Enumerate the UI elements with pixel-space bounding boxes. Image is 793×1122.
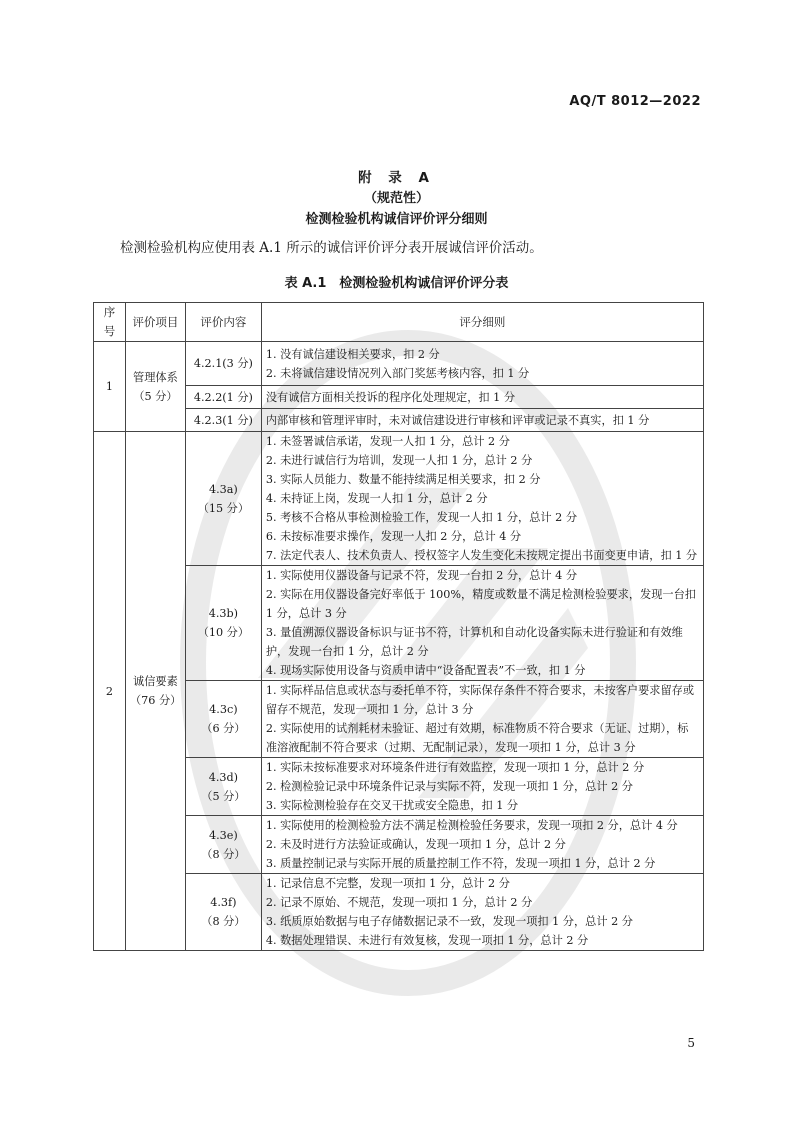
detail-line: 3. 纸质原始数据与电子存储数据记录不一致，发现一项扣 1 分，总计 2 分 [265, 915, 633, 928]
detail-line: 2. 检测检验记录中环境条件记录与实际不符，发现一项扣 1 分，总计 2 分 [265, 780, 633, 793]
table-row [94, 409, 704, 432]
row-details [261, 386, 703, 409]
row-content: 4.2.2(1 分) [185, 386, 261, 409]
detail-line: 4. 未持证上岗，发现一人扣 1 分，总计 2 分 [265, 492, 488, 505]
detail-line: 3. 实际人员能力、数量不能持续满足相关要求，扣 2 分 [265, 473, 541, 486]
row-item [125, 342, 185, 432]
row-content [185, 681, 261, 758]
item-score: （76 分） [129, 694, 182, 707]
content-score: （15 分） [197, 501, 250, 515]
row-content: 4.2.1(3 分) [185, 342, 261, 386]
row-content [185, 816, 261, 874]
detail-line: 7. 法定代表人、技术负责人、授权签字人发生变化未按规定提出书面变更申请，扣 1 分 [265, 549, 698, 562]
content-score: （5 分） [201, 789, 246, 803]
detail-line: 2. 实际在用仪器设备完好率低于 100%，精度或数量不满足检测检验要求，发现一台扣 1 分，总计 3 分 [265, 588, 696, 620]
table-caption: 表 A.1 检测检验机构诚信评价评分表 [284, 276, 509, 291]
row-details [261, 566, 703, 681]
content-score: （8 分） [201, 847, 246, 861]
appendix-title: 附 录 A [358, 170, 435, 186]
content-code: 4.3f) [210, 896, 237, 909]
table-row [94, 758, 704, 816]
detail-line: 2. 未及时进行方法验证或确认，发现一项扣 1 分，总计 2 分 [265, 838, 566, 851]
table-row [94, 816, 704, 874]
row-content: 4.2.3(1 分) [185, 409, 261, 432]
header-item: 评价项目 [125, 303, 185, 342]
detail-line: 6. 未按标准要求操作，发现一人扣 2 分，总计 4 分 [265, 530, 522, 543]
table-header-row [94, 303, 704, 342]
detail-line: 没有诚信方面相关投诉的程序化处理规定，扣 1 分 [265, 390, 516, 404]
row-details [261, 758, 703, 816]
appendix-subtitle: 检测检验机构诚信评价评分细则 [305, 212, 488, 227]
content-code: 4.3b) [208, 607, 239, 620]
row-no: 1 [94, 342, 126, 432]
detail-line: 内部审核和管理评审时，未对诚信建设进行审核和评审或记录不真实，扣 1 分 [265, 413, 650, 427]
appendix-nature: （规范性） [363, 191, 429, 206]
content-score: （6 分） [201, 722, 246, 735]
table-row [94, 874, 704, 951]
row-content [185, 758, 261, 816]
detail-line: 1. 未签署诚信承诺，发现一人扣 1 分，总计 2 分 [265, 435, 510, 448]
row-details [261, 681, 703, 758]
page-number: 5 [687, 1036, 695, 1050]
content-code: 4.3a) [208, 482, 238, 496]
detail-line: 1. 实际使用的检测检验方法不满足检测检验任务要求，发现一项扣 2 分，总计 4 分 [265, 819, 678, 832]
detail-line: 2. 未进行诚信行为培训，发现一人扣 1 分，总计 2 分 [265, 454, 533, 467]
detail-line: 1. 实际未按标准要求对环境条件进行有效监控，发现一项扣 1 分，总计 2 分 [265, 761, 645, 774]
header-details: 评分细则 [261, 303, 703, 342]
row-details [261, 432, 703, 566]
item-name: 管理体系 [133, 370, 178, 384]
content-code: 4.3c) [209, 703, 238, 716]
intro-paragraph: 检测检验机构应使用表 A.1 所示的诚信评价评分表开展诚信评价活动。 [120, 240, 543, 256]
detail-line: 1. 记录信息不完整，发现一项扣 1 分，总计 2 分 [265, 877, 510, 890]
row-details [261, 342, 703, 386]
table-row [94, 432, 704, 566]
row-content [185, 432, 261, 566]
header-no: 序号 [94, 303, 126, 342]
row-details [261, 409, 703, 432]
table-row [94, 681, 704, 758]
detail-line: 1. 实际使用仪器设备与记录不符，发现一台扣 2 分，总计 4 分 [265, 569, 578, 582]
item-score: （5 分） [133, 389, 178, 403]
detail-line: 3. 量值溯源仪器设备标识与证书不符，计算机和自动化设备实际未进行验证和有效维护，发现一台扣 1 分，总计 2 分 [265, 626, 683, 658]
standard-code: AQ/T 8012—2022 [569, 94, 701, 109]
item-name: 诚信要素 [133, 675, 178, 688]
table-row [94, 566, 704, 681]
table-row [94, 386, 704, 409]
content-code: 4.3e) [208, 828, 238, 842]
detail-line: 5. 考核不合格从事检测检验工作，发现一人扣 1 分，总计 2 分 [265, 511, 578, 524]
row-details [261, 816, 703, 874]
content-score: （8 分） [201, 915, 246, 928]
detail-line: 3. 实际检测检验存在交叉干扰或安全隐患，扣 1 分 [265, 799, 519, 812]
row-item [125, 432, 185, 951]
detail-line: 1. 没有诚信建设相关要求，扣 2 分 [265, 347, 440, 361]
detail-line: 4. 数据处理错误、未进行有效复核，发现一项扣 1 分，总计 2 分 [265, 934, 589, 947]
detail-line: 2. 实际使用的试剂耗材未验证、超过有效期，标准物质不符合要求（无证、过期），标准溶液配制不符合要求（过期、无配制记录），发现一项扣 1 分，总计 3 分 [265, 722, 689, 754]
row-details [261, 874, 703, 951]
detail-line: 1. 实际样品信息或状态与委托单不符，实际保存条件不符合要求，未按客户要求留存或留存不规范，发现一项扣 1 分，总计 3 分 [265, 684, 695, 716]
detail-line: 2. 未将诚信建设情况列入部门奖惩考核内容，扣 1 分 [265, 366, 530, 380]
header-content: 评价内容 [185, 303, 261, 342]
detail-line: 4. 现场实际使用设备与资质申请中“设备配置表”不一致，扣 1 分 [265, 664, 586, 677]
content-score: （10 分） [197, 626, 250, 639]
content-code: 4.3d) [208, 770, 239, 784]
row-no: 2 [94, 432, 126, 951]
row-content [185, 874, 261, 951]
detail-line: 2. 记录不原始、不规范，发现一项扣 1 分，总计 2 分 [265, 896, 533, 909]
row-content [185, 566, 261, 681]
scoring-table [93, 302, 704, 951]
detail-line: 3. 质量控制记录与实际开展的质量控制工作不符，发现一项扣 1 分，总计 2 分 [265, 857, 656, 870]
table-row [94, 342, 704, 386]
